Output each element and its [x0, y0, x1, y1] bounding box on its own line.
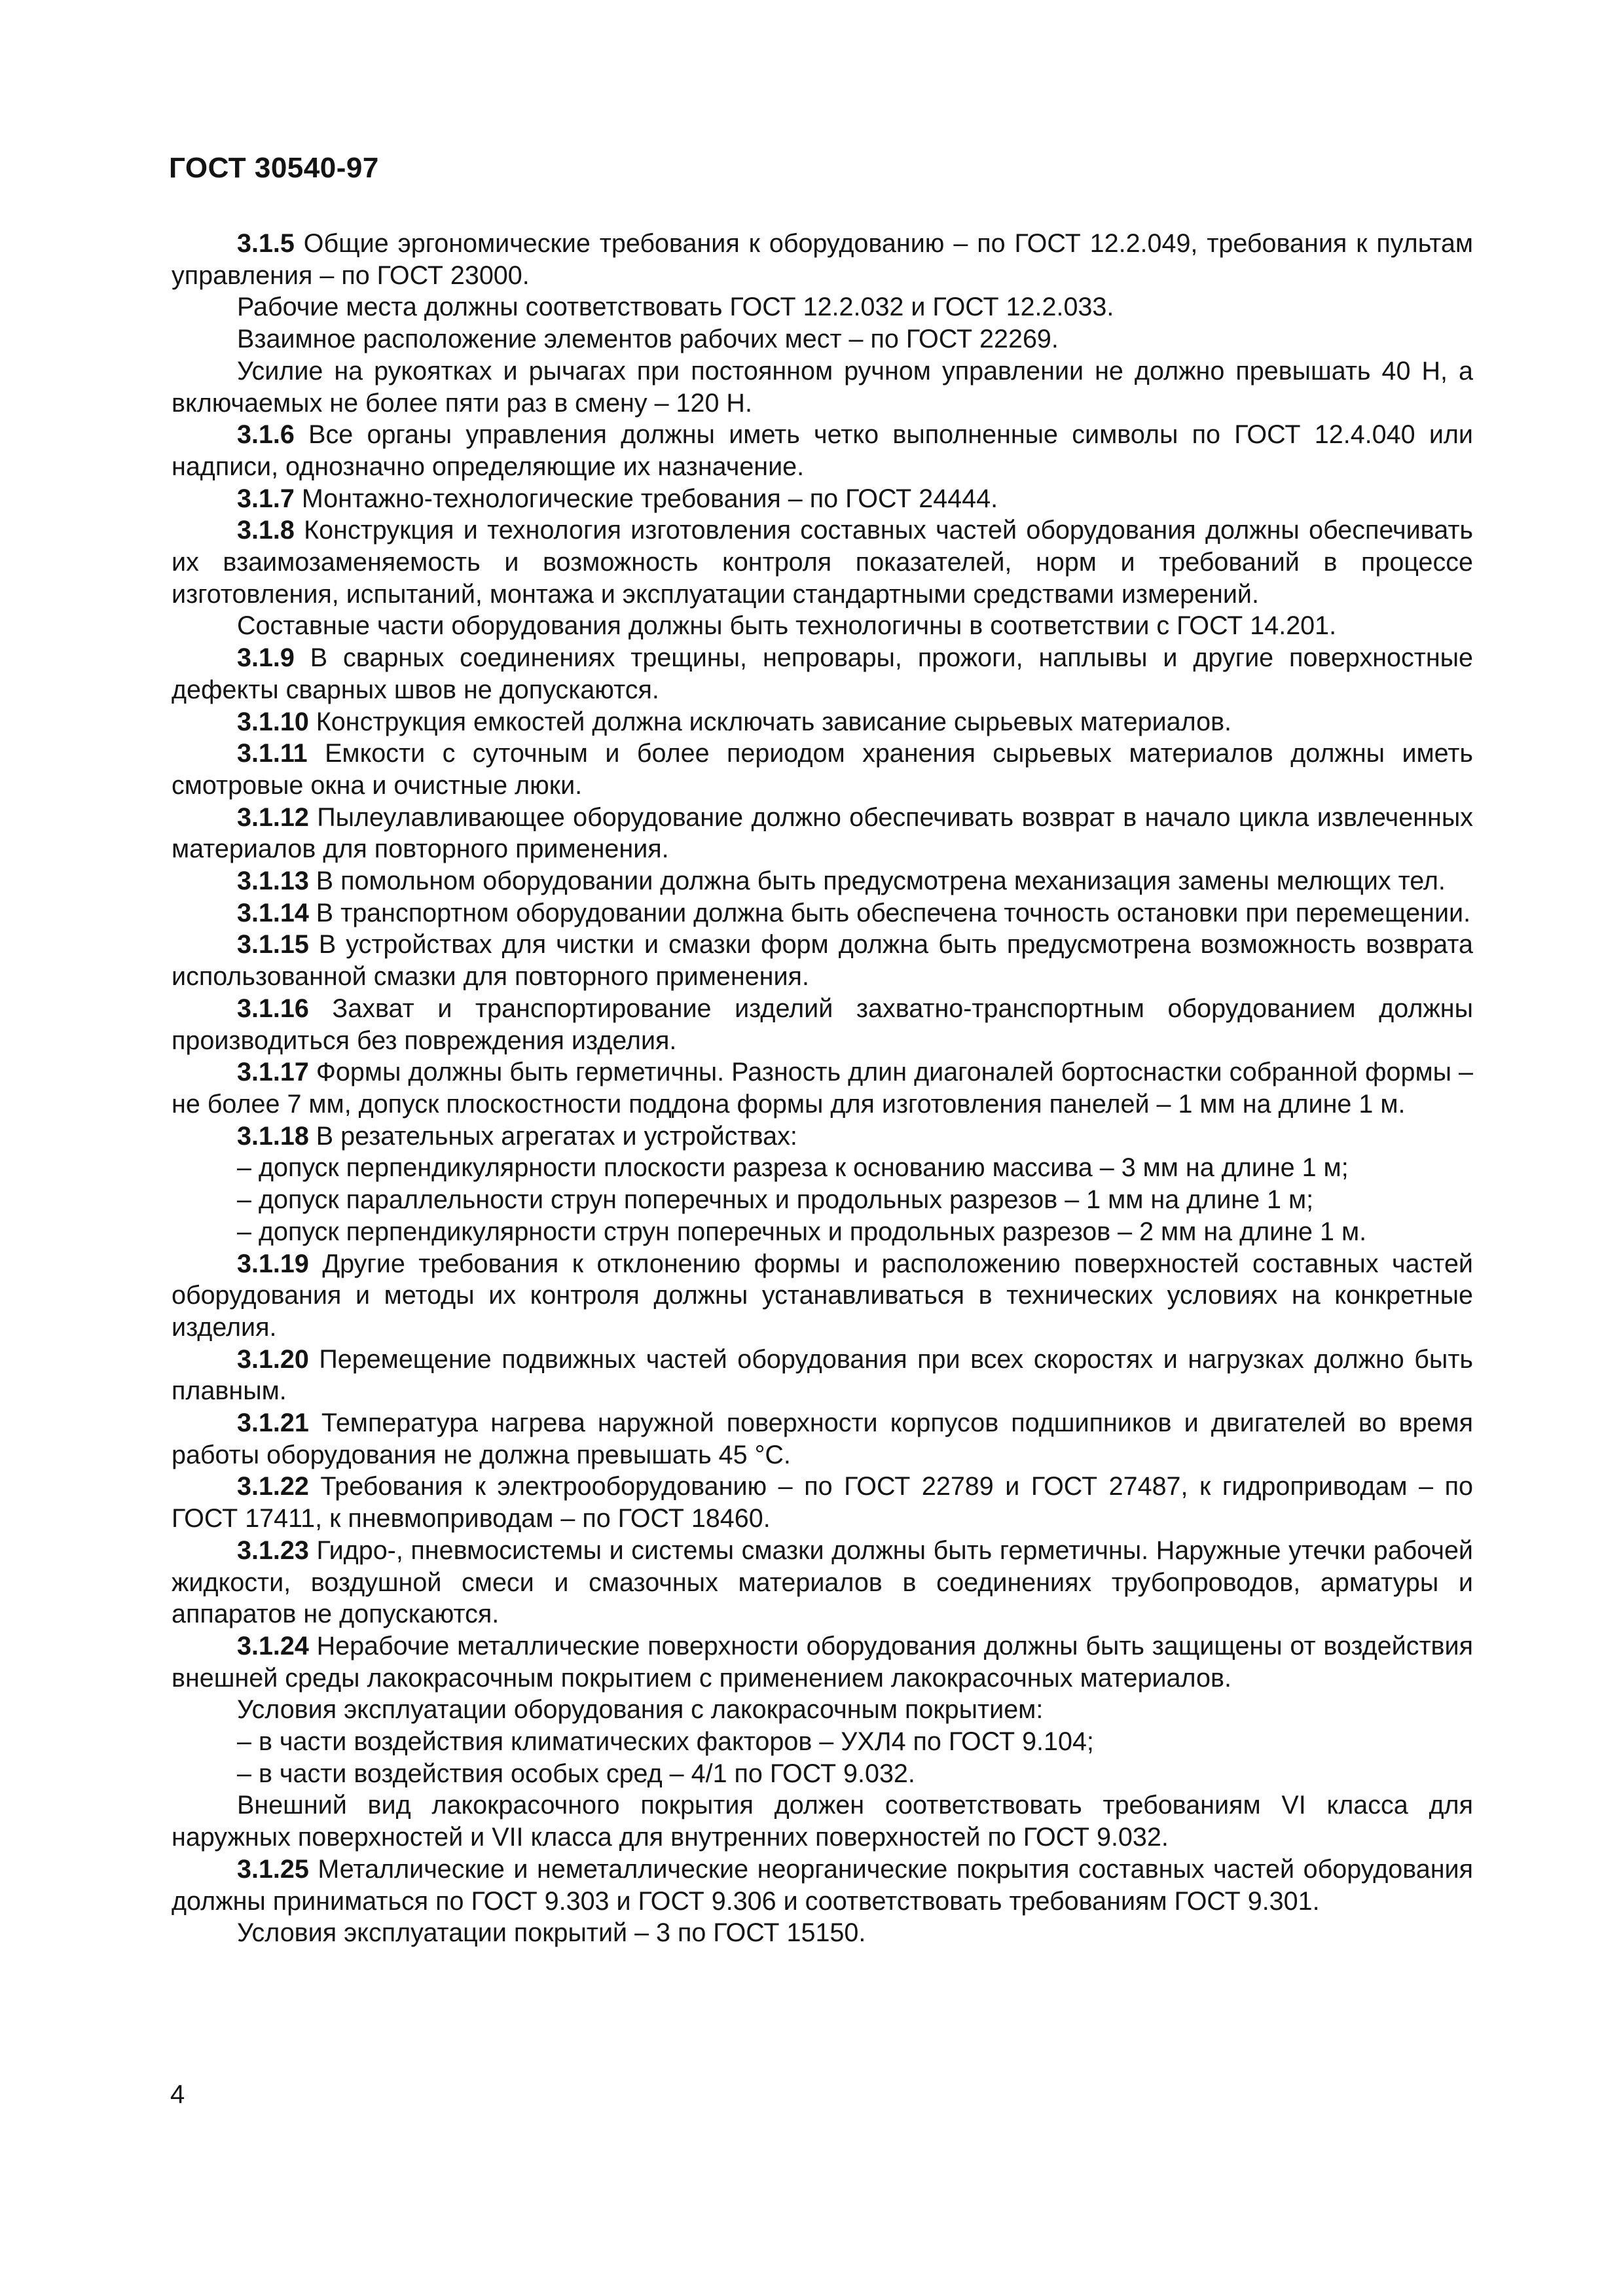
paragraph-3-1-11 — [172, 738, 1473, 801]
clause-number: 3.1.9 — [237, 643, 295, 673]
list-item — [172, 1152, 1473, 1184]
clause-number: 3.1.25 — [237, 1854, 309, 1884]
paragraph-3-1-14 — [172, 897, 1473, 929]
paragraph-text: В транспортном оборудовании должна быть обеспечена точность остановки при перемещении. — [308, 898, 1471, 927]
clause-number: 3.1.16 — [237, 994, 309, 1023]
paragraph-text: Монтажно-технологические требования – по ГОСТ 24444. — [294, 484, 998, 513]
standard-header: ГОСТ 30540-97 — [169, 152, 379, 184]
list-item-text: – допуск параллельности струн поперечных и продольных разрезов – 1 мм на длине 1 м; — [237, 1185, 1314, 1215]
paragraph-3-1-22 — [172, 1471, 1473, 1534]
clause-number: 3.1.13 — [237, 867, 309, 896]
clause-number: 3.1.6 — [237, 420, 295, 450]
paragraph — [172, 1917, 1473, 1949]
paragraph-text: Емкости с суточным и более периодом хранения сырьевых материалов должны иметь смотровые окна и очистные люки. — [172, 739, 1473, 800]
paragraph-3-1-15 — [172, 929, 1473, 992]
paragraph-text: Составные части оборудования должны быть технологичны в соответствии с ГОСТ 14.201. — [237, 611, 1337, 641]
document-body — [172, 228, 1473, 1949]
paragraph-text: Другие требования к отклонению формы и расположению поверхностей составных частей оборудования и методы их контроля должны устанавливаться в технических условиях на конкретные изделия. — [172, 1249, 1473, 1342]
list-item-text: – в части воздействия климатических факторов – УХЛ4 по ГОСТ 9.104; — [237, 1727, 1094, 1757]
paragraph-3-1-18 — [172, 1121, 1473, 1153]
clause-number: 3.1.8 — [237, 516, 295, 545]
paragraph-text: Условия эксплуатации оборудования с лакокрасочным покрытием: — [237, 1695, 1044, 1725]
clause-number: 3.1.15 — [237, 930, 309, 960]
clause-number: 3.1.11 — [237, 739, 308, 768]
clause-number: 3.1.5 — [237, 229, 295, 258]
paragraph-text: Все органы управления должны иметь четко выполненные символы по ГОСТ 12.4.040 или надписи, однозначно определяющие их назначение. — [172, 420, 1473, 481]
paragraph — [172, 291, 1473, 323]
paragraph — [172, 323, 1473, 355]
clause-number: 3.1.12 — [237, 802, 309, 832]
paragraph-text: Температура нагрева наружной поверхности корпусов подшипников и двигателей во время работы оборудования не должна превышать 45 °С. — [172, 1408, 1473, 1469]
paragraph-text: Требования к электрооборудованию – по ГОСТ 22789 и ГОСТ 27487, к гидроприводам – по ГОСТ 17411, к пневмоприводам – по ГОСТ 18460. — [172, 1472, 1473, 1534]
paragraph-3-1-25 — [172, 1854, 1473, 1917]
paragraph-text: Конструкция емкостей должна исключать зависание сырьевых материалов. — [308, 707, 1232, 736]
paragraph-3-1-7 — [172, 483, 1473, 515]
paragraph — [172, 1789, 1473, 1853]
list-item-text: – допуск перпендикулярности плоскости разреза к основанию массива – 3 мм на длине 1 м; — [237, 1153, 1349, 1183]
clause-number: 3.1.14 — [237, 898, 309, 927]
paragraph-text: В резательных агрегатах и устройствах: — [308, 1121, 797, 1151]
paragraph-text: Рабочие места должны соответствовать ГОСТ 12.2.032 и ГОСТ 12.2.033. — [237, 293, 1114, 322]
paragraph-3-1-21 — [172, 1407, 1473, 1471]
paragraph-text: Условия эксплуатации покрытий – 3 по ГОСТ 15150. — [237, 1918, 866, 1948]
clause-number: 3.1.20 — [237, 1344, 309, 1374]
paragraph-text: В устройствах для чистки и смазки форм должна быть предусмотрена возможность возврата использованной смазки для повторного применения. — [172, 930, 1473, 992]
paragraph-3-1-17 — [172, 1056, 1473, 1120]
paragraph-text: Конструкция и технология изготовления составных частей оборудования должны обеспечивать их взаимозаменяемость и возможность контроля показателей, норм и требований в процессе изготовления, испытаний, монтажа и эксплуатации стандартными средствами измерений. — [172, 516, 1473, 609]
paragraph-text: Гидро-, пневмосистемы и системы смазки должны быть герметичны. Наружные утечки рабочей жидкости, воздушной смеси и смазочных материалов в соединениях трубопроводов, арматуры и аппаратов не допускаются. — [172, 1535, 1473, 1629]
paragraph-text: Взаимное расположение элементов рабочих мест – по ГОСТ 22269. — [237, 325, 1059, 354]
list-item-text: – допуск перпендикулярности струн поперечных и продольных разрезов – 2 мм на длине 1 м. — [237, 1217, 1367, 1246]
paragraph-text: Усилие на рукоятках и рычагах при постоянном ручном управлении не должно превышать 40 Н, а включаемых не более пяти раз в смену – 120 Н. — [172, 356, 1473, 418]
clause-number: 3.1.17 — [237, 1058, 309, 1087]
paragraph-3-1-23 — [172, 1535, 1473, 1630]
paragraph-3-1-12 — [172, 802, 1473, 865]
paragraph-text: Формы должны быть герметичны. Разность длин диагоналей бортоснастки собранной формы – не более 7 мм, допуск плоскостности поддона формы для изготовления панелей – 1 мм на длине 1 м. — [172, 1058, 1473, 1119]
paragraph — [172, 1694, 1473, 1726]
paragraph-3-1-6 — [172, 419, 1473, 482]
paragraph-3-1-19 — [172, 1248, 1473, 1344]
clause-number: 3.1.10 — [237, 707, 309, 736]
paragraph-3-1-5 — [172, 228, 1473, 291]
paragraph-text: Внешний вид лакокрасочного покрытия должен соответствовать требованиям VI класса для наружных поверхностей и VII класса для внутренних поверхностей по ГОСТ 9.032. — [172, 1791, 1473, 1852]
clause-number: 3.1.24 — [237, 1631, 309, 1660]
paragraph-3-1-10 — [172, 706, 1473, 738]
paragraph-text: Металлические и неметаллические неорганические покрытия составных частей оборудования должны приниматься по ГОСТ 9.303 и ГОСТ 9.306 и соответствовать требованиям ГОСТ 9.301. — [172, 1854, 1473, 1916]
clause-number: 3.1.23 — [237, 1535, 309, 1565]
paragraph-3-1-16 — [172, 993, 1473, 1056]
list-item — [172, 1726, 1473, 1758]
paragraph — [172, 610, 1473, 642]
clause-number: 3.1.7 — [237, 484, 295, 513]
page-number: 4 — [170, 2080, 185, 2109]
list-item-text: – в части воздействия особых сред – 4/1 по ГОСТ 9.032. — [237, 1759, 915, 1788]
paragraph-3-1-24 — [172, 1630, 1473, 1694]
clause-number: 3.1.18 — [237, 1121, 309, 1151]
paragraph-3-1-9 — [172, 642, 1473, 706]
paragraph-3-1-8 — [172, 514, 1473, 610]
list-item — [172, 1184, 1473, 1216]
paragraph-text: Захват и транспортирование изделий захватно-транспортным оборудованием должны производиться без повреждения изделия. — [172, 994, 1473, 1055]
list-item — [172, 1758, 1473, 1790]
paragraph-text: В сварных соединениях трещины, непровары, прожоги, наплывы и другие поверхностные дефекты сварных швов не допускаются. — [172, 643, 1473, 704]
clause-number: 3.1.21 — [237, 1408, 309, 1438]
paragraph-3-1-20 — [172, 1344, 1473, 1407]
paragraph — [172, 355, 1473, 419]
paragraph-text: Пылеулавливающее оборудование должно обеспечивать возврат в начало цикла извлеченных материалов для повторного применения. — [172, 802, 1473, 864]
paragraph-text: Нерабочие металлические поверхности оборудования должны быть защищены от воздействия внешней среды лакокрасочным покрытием с применением лакокрасочных материалов. — [172, 1631, 1473, 1693]
paragraph-3-1-13 — [172, 865, 1473, 897]
list-item — [172, 1216, 1473, 1248]
clause-number: 3.1.22 — [237, 1472, 309, 1501]
paragraph-text: Общие эргономические требования к оборудованию – по ГОСТ 12.2.049, требования к пультам управления – по ГОСТ 23000. — [172, 229, 1473, 290]
paragraph-text: В помольном оборудовании должна быть предусмотрена механизация замены мелющих тел. — [308, 867, 1446, 896]
paragraph-text: Перемещение подвижных частей оборудования при всех скоростях и нагрузках должно быть плавным. — [172, 1344, 1473, 1406]
clause-number: 3.1.19 — [237, 1249, 309, 1278]
